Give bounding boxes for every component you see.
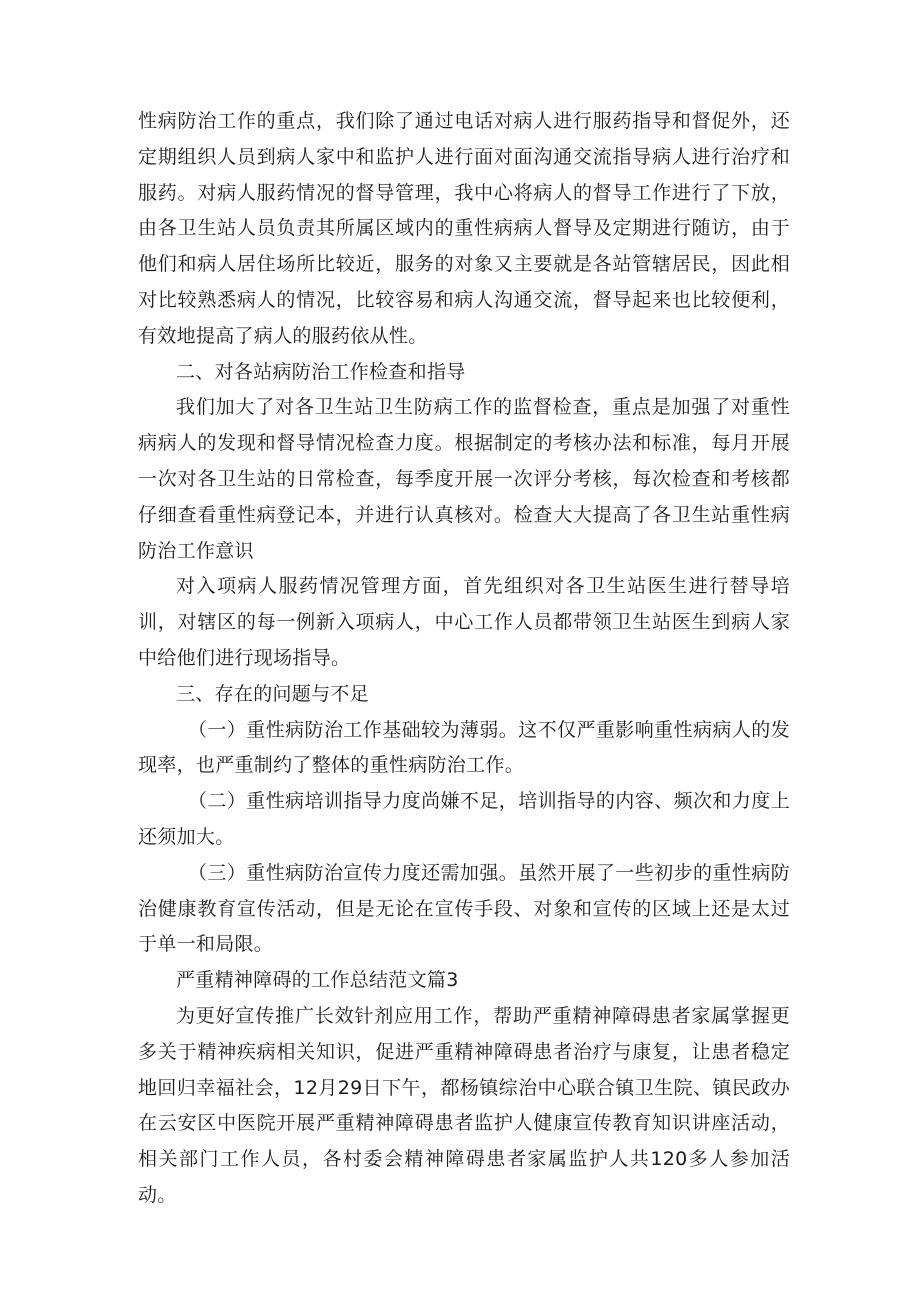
problem-item-3: （三）重性病防治宣传力度还需加强。虽然开展了一些初步的重性病防治健康教育宣传活动，但是无论在宣传手段、对象和宣传的区域上还是太过于单一和局限。 (138, 861, 790, 956)
article-title-3: 严重精神障碍的工作总结范文篇3 (176, 969, 459, 992)
paragraph-medication-management: 对入项病人服药情况管理方面，首先组织对各卫生站医生进行替导培训，对辖区的每一例新入项病人，中心工作人员都带领卫生站医生到病人家中给他们进行现场指导。 (138, 575, 790, 669)
paragraph-continuation: 性病防治工作的重点，我们除了通过电话对病人进行服药指导和督促外，还定期组织人员到病人家中和监护人进行面对面沟通交流指导病人进行治疗和服药。对病人服药情况的督导管理，我中心将病人的督导工作进行了下放，由各卫生站人员负责其所属区域内的重性病病人督导及定期进行随访，由于他们和病人居住场所比较近，服务的对象又主要就是各站管辖居民，因此相对比较熟悉病人的情况，比较容易和病人沟通交流，督导起来也比较便利，有效地提高了病人的服药依从性。 (138, 110, 790, 347)
document-page (138, 104, 790, 1214)
section-heading-2: 二、对各站病防治工作检查和指导 (176, 360, 466, 383)
paragraph-inspection: 我们加大了对各卫生站卫生防病工作的监督检查，重点是加强了对重性病病人的发现和督导情况检查力度。根据制定的考核办法和标准，每月开展一次对各卫生站的日常检查，每季度开展一次评分考核，每次检查和考核都仔细查看重性病登记本，并进行认真核对。检查大大提高了各卫生站重性病防治工作意识 (138, 396, 790, 562)
section-heading-3: 三、存在的问题与不足 (176, 682, 370, 705)
paragraph-event: 为更好宣传推广长效针剂应用工作，帮助严重精神障碍患者家属掌握更多关于精神疾病相关知识，促进严重精神障碍患者治疗与康复，让患者稳定地回归幸福社会，12月29日下午，都杨镇综治中心联合镇卫生院、镇民政办在云安区中医院开展严重精神障碍患者监护人健康宣传教育知识讲座活动，相关部门工作人员，各村委会精神障碍患者家属监护人共120多人参加活动。 (138, 1004, 790, 1206)
problem-item-2: （二）重性病培训指导力度尚嫌不足，培训指导的内容、频次和力度上还须加大。 (138, 790, 790, 848)
problem-item-1: （一）重性病防治工作基础较为薄弱。这不仅严重影响重性病病人的发现率，也严重制约了整体的重性病防治工作。 (138, 718, 790, 777)
